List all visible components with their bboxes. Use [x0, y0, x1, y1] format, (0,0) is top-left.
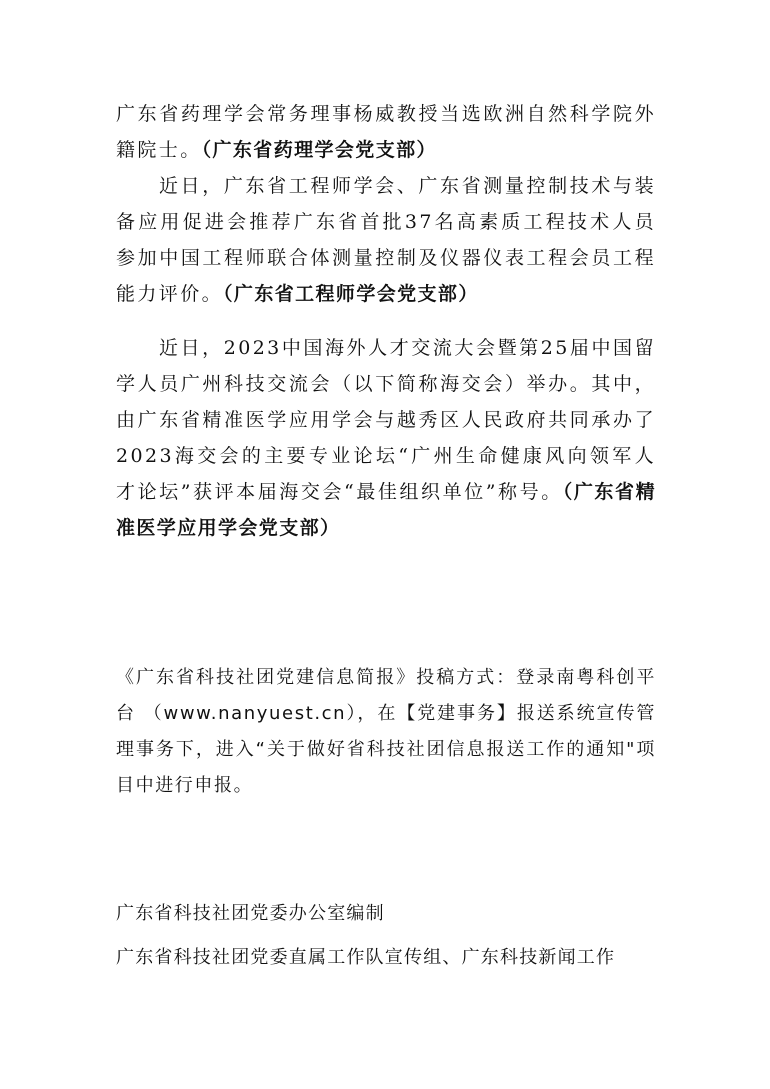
news-item-pharmacology [116, 96, 656, 168]
news-item-source: （广东省药理学会党支部） [201, 139, 437, 161]
news-item-source: （广东省工程师学会党支部） [223, 283, 479, 305]
submission-instructions: 《广东省科技社团党建信息简报》投稿方式：登录南粤科创平台 （www.nanyuest.cn），在【党建事务】报送系统宣传管理事务下，进入“关于做好省科技社团信息报送工作的通知"项目中进行申报。 [116, 667, 656, 796]
news-item-engineers [116, 168, 656, 312]
news-item-text: 近日，2023中国海外人才交流大会暨第25届中国留学人员广州科技交流会（以下简称海交会）举办。其中，由广东省精准医学应用学会与越秀区人民政府共同承办了2023海交会的主要专业论坛“广州生命健康风向领军人才论坛”获评本届海交会“最佳组织单位”称号。 [116, 337, 656, 503]
news-item-precision-medicine [116, 330, 656, 546]
news-item-text: 近日，广东省工程师学会、广东省测量控制技术与装备应用促进会推荐广东省首批37名高素质工程技术人员参加中国工程师联合体测量控制及仪器仪表工程会员工程能力评价。 [116, 175, 656, 305]
editor-credit-line-1: 广东省科技社团党委办公室编制 [116, 903, 385, 924]
news-item-text: 广东省药理学会常务理事杨威教授当选欧洲自然科学院外籍院士。 [116, 103, 656, 161]
news-item-source: （广东省精准医学应用学会党支部） [116, 481, 656, 539]
editor-credit-line-2: 广东省科技社团党委直属工作队宣传组、广东科技新闻工作 [116, 947, 616, 968]
